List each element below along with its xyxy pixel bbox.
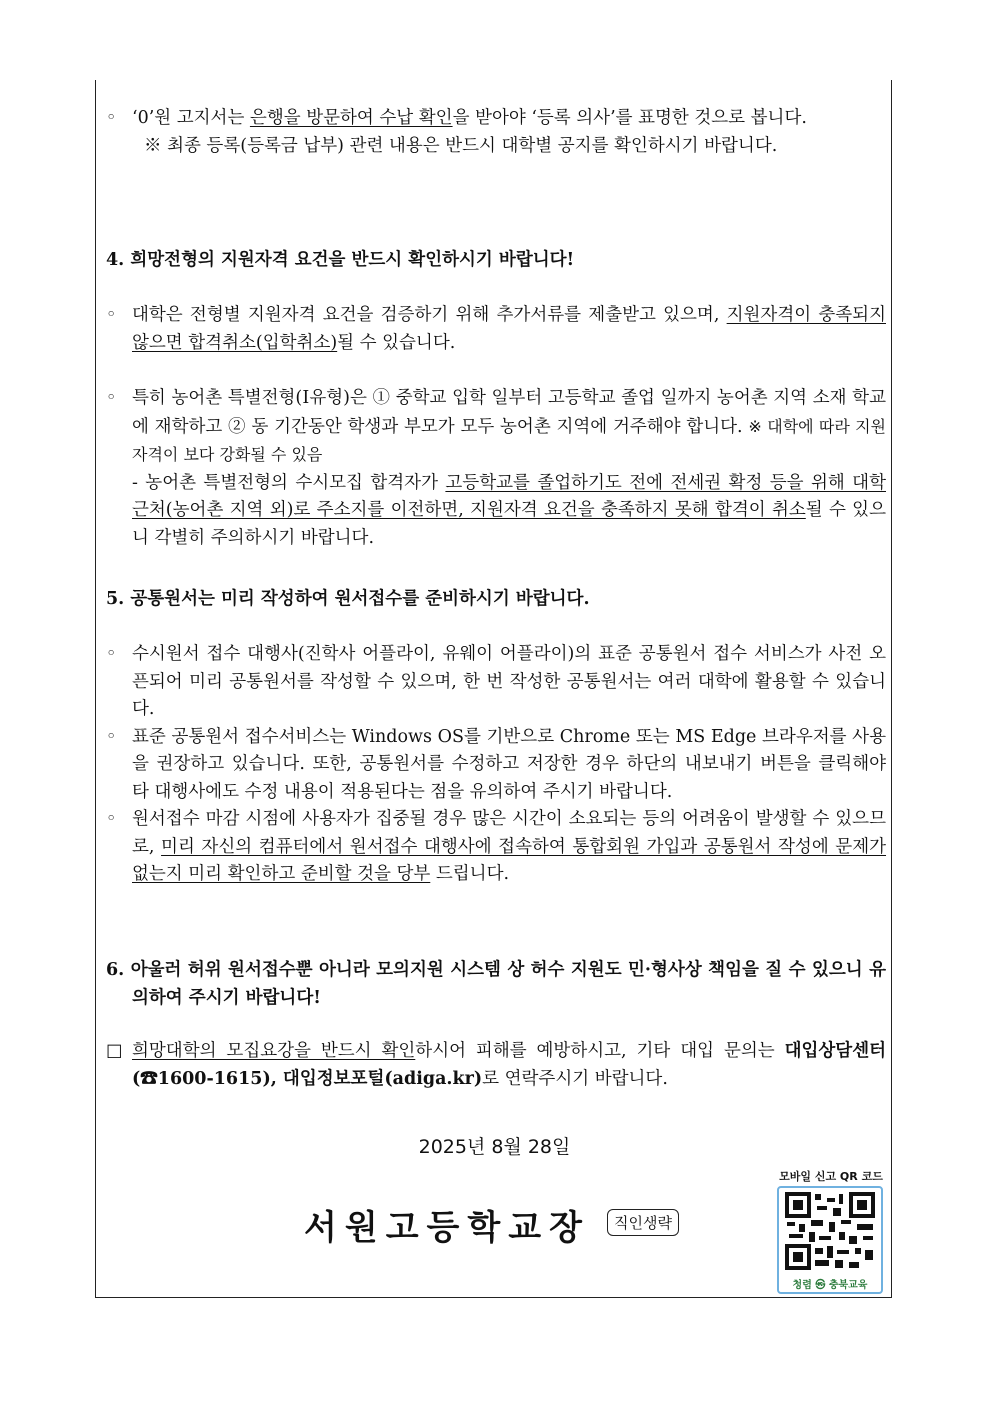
text: 하시어 피해를 예방하시고, 기타 대입 문의는 (415, 1041, 785, 1061)
section-6-heading (106, 956, 886, 1012)
qr-code[interactable] (777, 1186, 883, 1294)
notice-bullet-zero-won (106, 105, 886, 160)
underlined-text: 미리 자신의 컴퓨터에서 원서접수 대행사에 접속하여 통합회원 가입과 공통원서 작성에 문제가 없는지 미리 확인하고 준비할 것을 당부 (132, 836, 887, 884)
text: 로 연락주시기 바랍니다. (482, 1068, 668, 1089)
text: 될 수 있습니다. (337, 332, 456, 353)
underlined-text: 희망대학의 모집요강을 반드시 확인 (132, 1041, 416, 1061)
bullet-icon: ◦ (106, 644, 117, 664)
contact-info: 대입상담센터(☎1600-1615), 대입정보포털(adiga.kr) (132, 1041, 887, 1089)
closing-notice (106, 1038, 886, 1093)
checkbox-symbol-icon: □ (106, 1041, 123, 1061)
qr-footer: 청렴 ㉿ 충북교육 (792, 1280, 868, 1291)
section-4-bullet-1 (106, 302, 886, 357)
section-4-bullet-2 (106, 385, 886, 552)
underlined-text: 고등학교를 졸업하기도 전에 전세권 확정 등을 위해 대학 근처(농어촌 지역 외)로 주소지를 이전하면, 지원자격 요건을 충족하지 못해 합격이 취소 (132, 472, 886, 520)
section-5-bullets (106, 641, 886, 889)
text: 특히 농어촌 특별전형(Ⅰ유형)은 ① 중학교 입학 일부터 고등학교 졸업 일까지 농어촌 지역 소재 학교에 재학하고 ② 동 기간동안 학생과 부모가 모두 농어촌 지역에 거주해야 합니다. (132, 388, 886, 437)
text: 드립니다. (430, 864, 510, 884)
note: ※ 대학에 따라 지원자격이 보다 강화될 수 있음 (132, 416, 886, 464)
underlined-text: 은행을 방문하여 수납 확인 (249, 108, 453, 128)
bullet-icon: ◦ (106, 809, 117, 829)
qr-label: 모바일 신고 QR 코드 (779, 1170, 883, 1183)
underlined-text: 지원자격이 충족되지 않으면 합격취소(입학취소) (132, 305, 886, 353)
seal-omitted-stamp: 직인생략 (607, 1209, 679, 1236)
principal-signature: 서원고등학교장 (304, 1208, 590, 1248)
text: - 농어촌 특별전형의 수시모집 합격자가 (132, 472, 446, 493)
bullet-icon: ◦ (106, 388, 117, 408)
section-4-heading: 4. 희망전형의 지원자격 요건을 반드시 확인하시기 바랍니다! (106, 250, 575, 270)
text: 원서접수 마감 시점에 사용자가 집중될 경우 많은 시간이 소요되는 등의 어려움이 발생할 수 있으므로, (132, 809, 886, 857)
reference-note: ※ 최종 등록(등록금 납부) 관련 내용은 반드시 대학별 공지를 확인하시기 바랍니다. (144, 135, 778, 156)
bullet-text: 수시원서 접수 대행사(진학사 어플라이, 유웨이 어플라이)의 표준 공통원서 접수 서비스가 사전 오픈되어 미리 공통원서를 작성할 수 있으며, 한 번 작성한 공통원서는 여러 대학에 활용할 수 있습니다. (132, 644, 886, 719)
text: 될 수 있으니 각별히 주의하시기 바랍니다. (132, 500, 886, 548)
heading-text: 6. 아울러 허위 원서접수뿐 아니라 모의지원 시스템 상 허수 지원도 민·형사상 책임을 질 수 있으니 유의하여 주시기 바랍니다! (106, 960, 886, 1008)
bullet-text: 표준 공통원서 접수서비스는 Windows OS를 기반으로 Chrome 또는 MS Edge 브라우저를 사용을 권장하고 있습니다. 또한, 공통원서를 수정하고 저장한 경우 하단의 내보내기 버튼을 클릭해야 타 대행사에도 수정 내용이 적용된다는 점을 유의하여 주시기 바랍니다. (132, 726, 886, 802)
issue-date: 2025년 8월 28일 (418, 1136, 571, 1158)
bullet-icon: ◦ (106, 726, 117, 747)
bullet-icon: ◦ (106, 108, 117, 128)
text: ‘0’원 고지서는 (132, 108, 250, 128)
text: 을 받아야 ‘등록 의사’를 표명한 것으로 봅니다. (452, 108, 807, 128)
bullet-icon: ◦ (106, 305, 117, 325)
section-5-heading: 5. 공통원서는 미리 작성하여 원서접수를 준비하시기 바랍니다. (106, 589, 590, 609)
text: 대학은 전형별 지원자격 요건을 검증하기 위해 추가서류를 제출받고 있으며, (132, 305, 727, 325)
document-frame (95, 80, 892, 1298)
qr-code-icon (779, 1188, 881, 1274)
